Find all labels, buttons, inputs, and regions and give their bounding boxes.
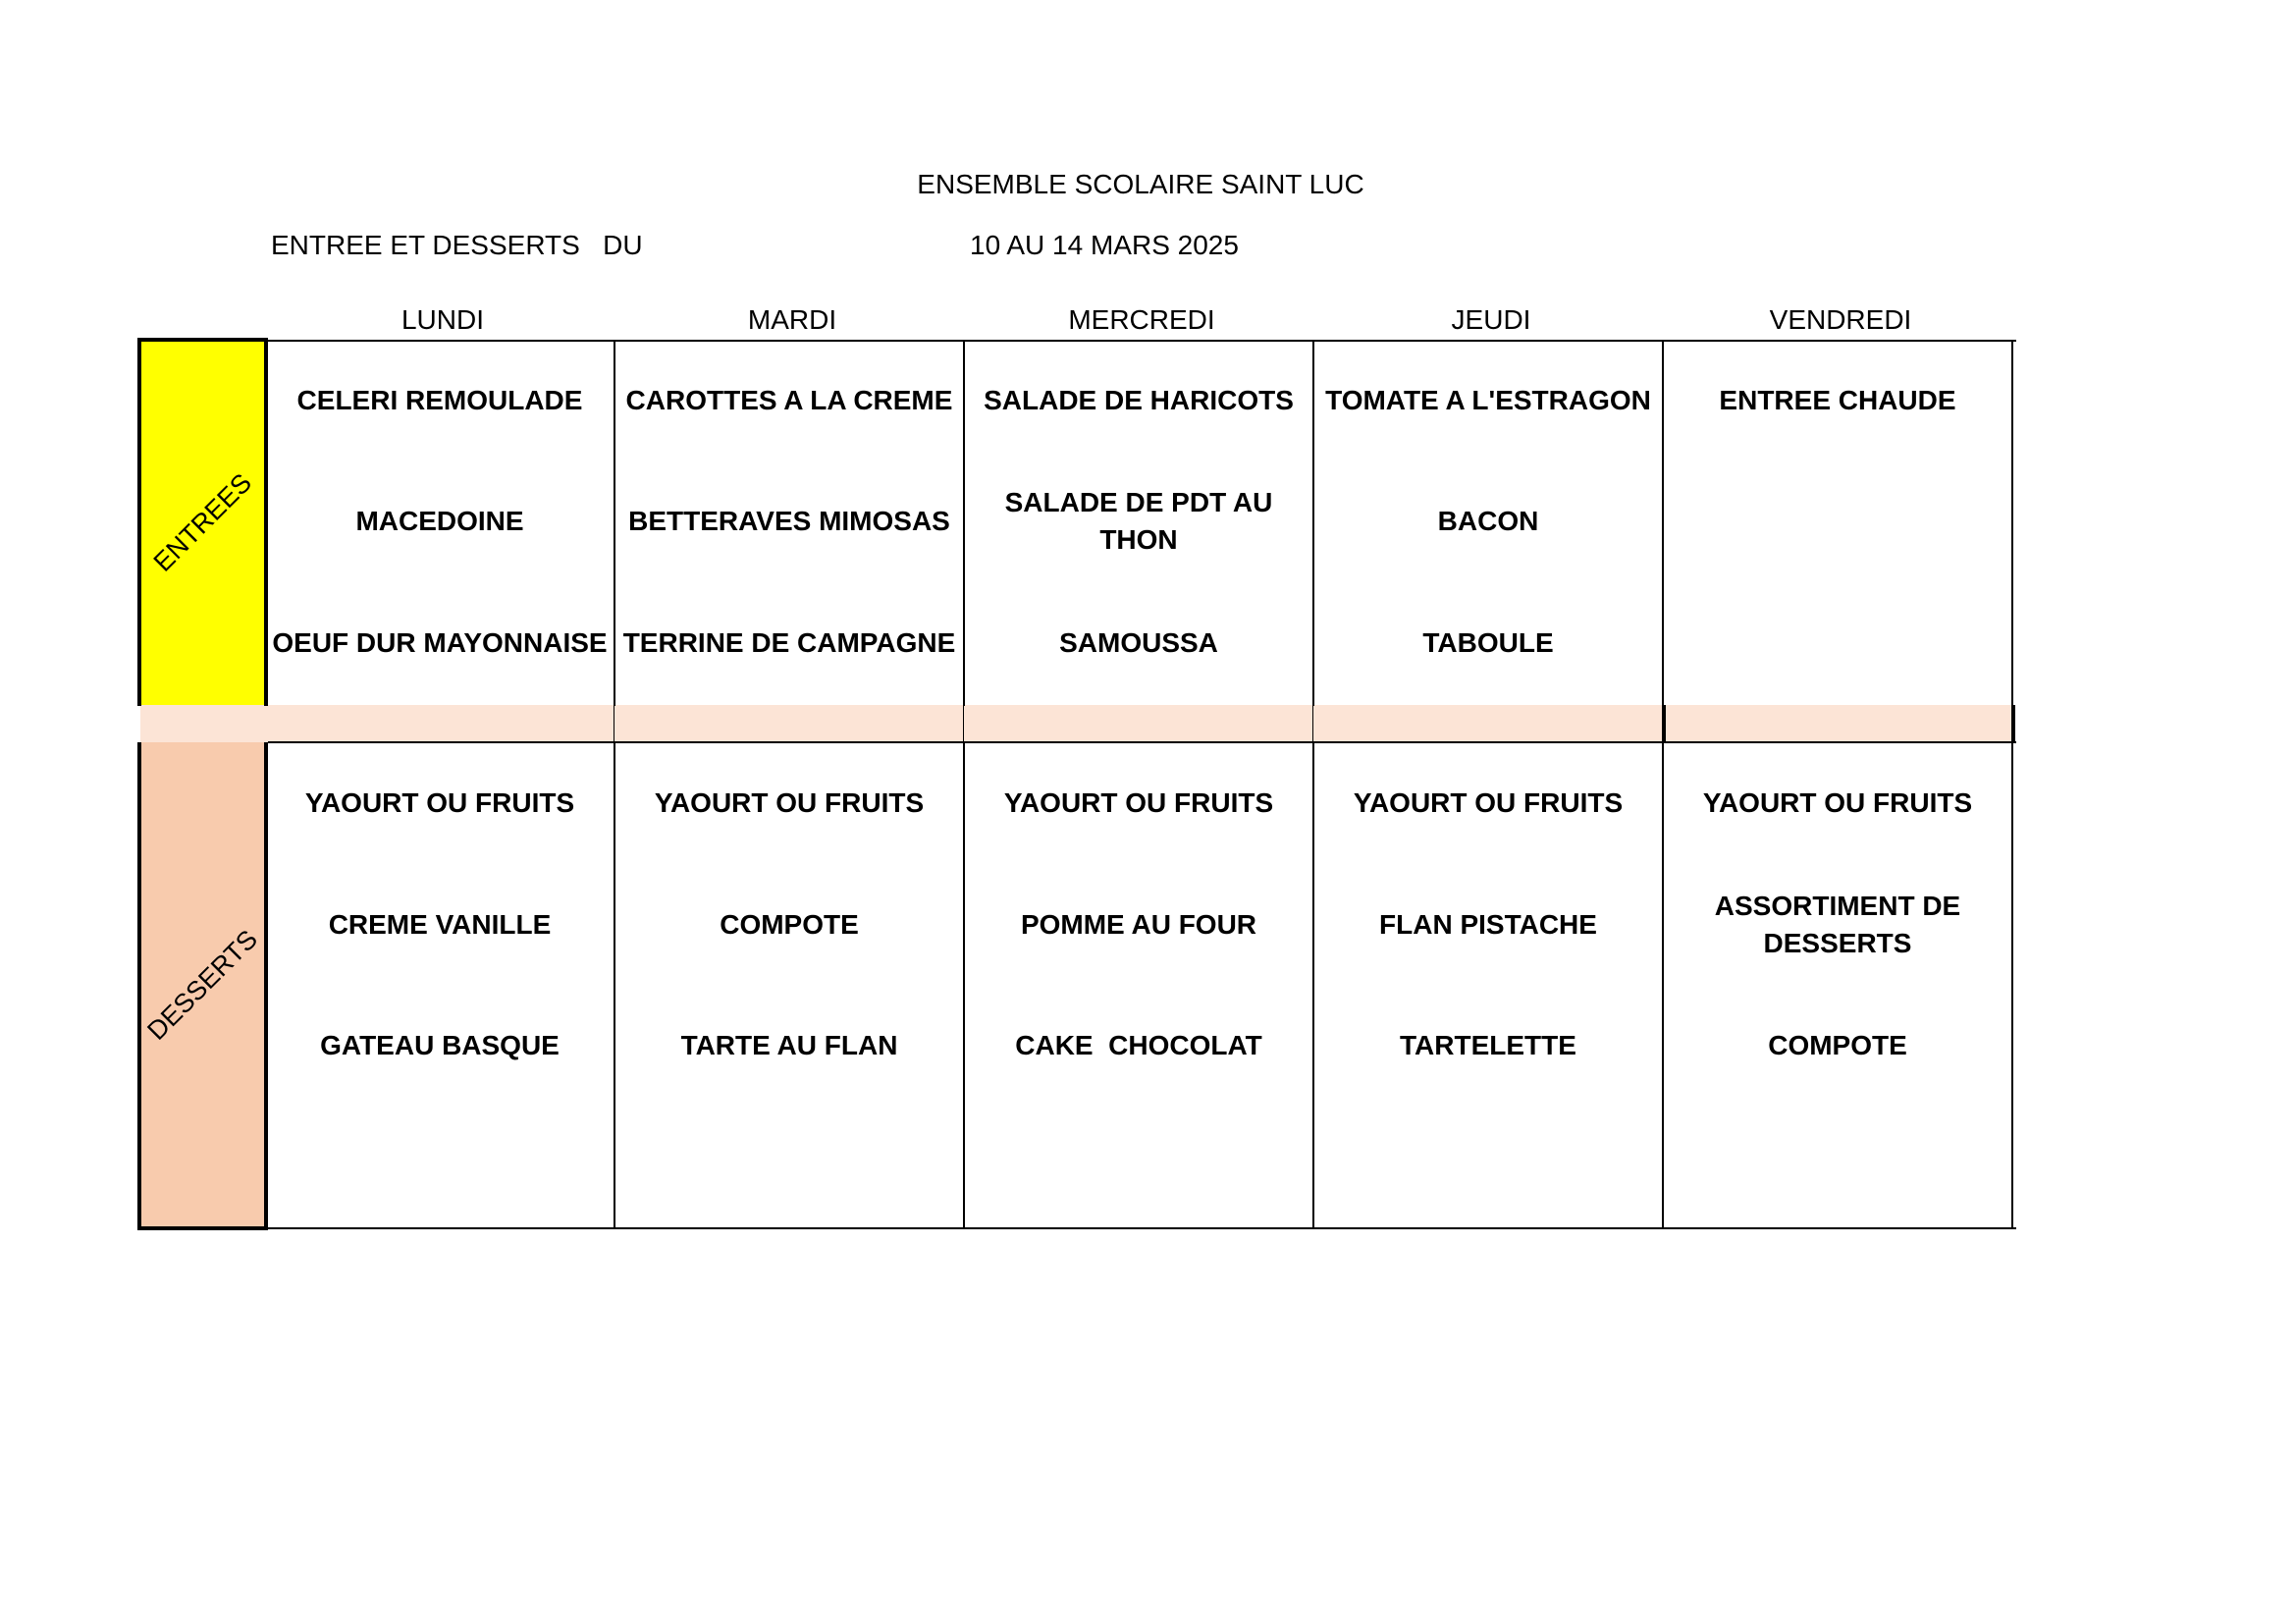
dessert-item: ASSORTIMENT DE DESSERTS xyxy=(1714,891,1961,958)
entree-item: BETTERAVES MIMOSAS xyxy=(628,506,950,536)
dessert-item: COMPOTE xyxy=(720,909,859,940)
grid-line xyxy=(2011,705,2015,742)
menu-subtitle: ENTREE ET DESSERTS DU xyxy=(271,230,643,260)
day-header-jeudi: JEUDI xyxy=(1451,304,1531,335)
desserts-label: DESSERTS xyxy=(141,924,264,1047)
entree-item: TOMATE A L'ESTRAGON xyxy=(1325,385,1651,415)
grid-line xyxy=(268,1227,2016,1229)
school-name: ENSEMBLE SCOLAIRE SAINT LUC xyxy=(917,169,1364,199)
entree-item: SALADE DE PDT AU THON xyxy=(1004,487,1273,555)
dessert-item: YAOURT OU FRUITS xyxy=(654,787,925,818)
grid-line xyxy=(1662,705,1666,742)
grid-line xyxy=(268,340,2016,342)
day-header-lundi: LUNDI xyxy=(400,304,484,335)
dessert-item: TARTELETTE xyxy=(1400,1030,1576,1060)
grid-line xyxy=(137,338,141,706)
entree-item: ENTREE CHAUDE xyxy=(1719,385,1956,415)
dessert-item: COMPOTE xyxy=(1768,1030,1907,1060)
grid-line xyxy=(137,742,141,1230)
entree-item: BACON xyxy=(1437,506,1539,536)
dessert-item: YAOURT OU FRUITS xyxy=(1003,787,1274,818)
grid-line xyxy=(137,1226,268,1230)
separator-band xyxy=(140,705,2015,742)
entree-item: TABOULE xyxy=(1422,627,1554,658)
dessert-item: YAOURT OU FRUITS xyxy=(1702,787,1973,818)
day-header-mardi: MARDI xyxy=(747,304,837,335)
entree-item: SALADE DE HARICOTS xyxy=(984,385,1294,415)
entree-item: MACEDOINE xyxy=(355,506,524,536)
dessert-item: CREME VANILLE xyxy=(328,909,552,940)
entree-item: SAMOUSSA xyxy=(1059,627,1218,658)
entree-item: OEUF DUR MAYONNAISE xyxy=(272,627,608,658)
dessert-item: YAOURT OU FRUITS xyxy=(1353,787,1624,818)
entree-item: TERRINE DE CAMPAGNE xyxy=(622,627,956,658)
dessert-item: YAOURT OU FRUITS xyxy=(304,787,575,818)
day-header-vendredi: VENDREDI xyxy=(1769,304,1912,335)
grid-line xyxy=(963,705,964,742)
dessert-item: GATEAU BASQUE xyxy=(320,1030,560,1060)
entree-item: CAROTTES A LA CREME xyxy=(625,385,953,415)
entrees-label: ENTREES xyxy=(147,467,258,577)
dessert-item: CAKE CHOCOLAT xyxy=(1015,1030,1262,1060)
grid-line xyxy=(137,338,268,342)
entree-item: CELERI REMOULADE xyxy=(296,385,583,415)
dessert-item: FLAN PISTACHE xyxy=(1379,909,1597,940)
dessert-item: TARTE AU FLAN xyxy=(680,1030,898,1060)
date-range: 10 AU 14 MARS 2025 xyxy=(970,230,1239,260)
grid-line xyxy=(1312,705,1313,742)
dessert-item: POMME AU FOUR xyxy=(1020,909,1257,940)
day-header-mercredi: MERCREDI xyxy=(1068,304,1215,335)
grid-line xyxy=(268,741,2016,743)
